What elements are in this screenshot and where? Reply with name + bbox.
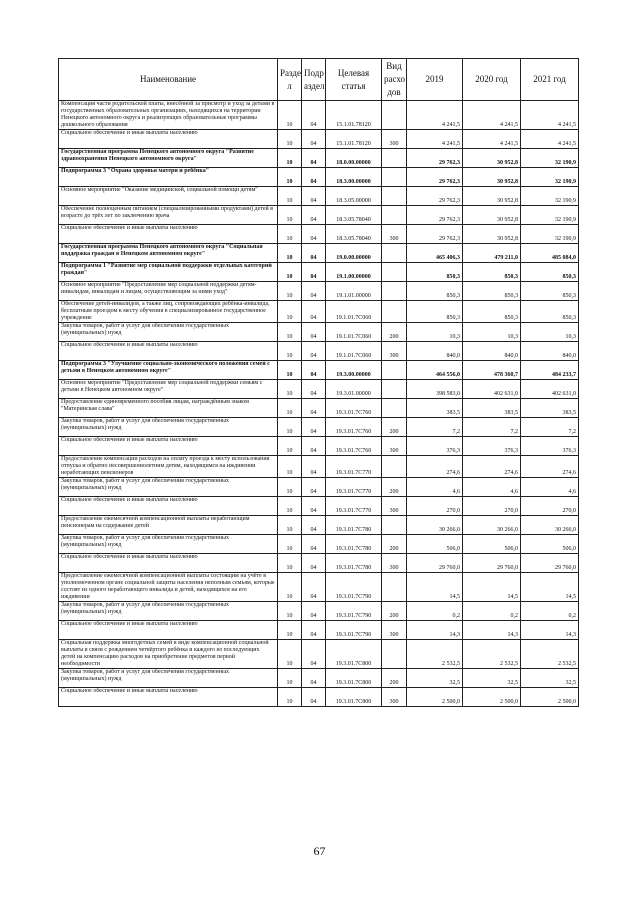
row-target: 15.1.01.78120 [326, 130, 382, 149]
row-value-2021: 32 190,9 [521, 149, 579, 168]
table-row [59, 669, 579, 688]
row-value-2020: 30 952,8 [463, 225, 521, 244]
row-value-2019: 10,3 [407, 323, 463, 342]
header-expense-type: Вид расхо дов [382, 59, 407, 101]
row-target: 19.1.01.7С060 [326, 301, 382, 323]
row-value-2021: 10,3 [521, 323, 579, 342]
row-value-2019: 2 500,0 [407, 688, 463, 707]
row-value-2019: 840,0 [407, 342, 463, 361]
header-subsection: Подр аздел [302, 59, 326, 101]
row-target: 19.1.01.7С060 [326, 323, 382, 342]
row-target: 19.3.01.7С790 [326, 602, 382, 621]
table-row [59, 130, 579, 149]
table-row [59, 380, 579, 399]
row-value-2021: 2 500,0 [521, 688, 579, 707]
row-value-2021: 7,2 [521, 418, 579, 437]
row-value-2020: 30 952,8 [463, 187, 521, 206]
table-row [59, 478, 579, 497]
row-expense-type: 300 [382, 688, 407, 707]
budget-document [58, 58, 578, 707]
row-target: 19.1.00.00000 [326, 263, 382, 282]
row-subsection: 04 [302, 554, 326, 573]
row-expense-type: 300 [382, 437, 407, 456]
row-section: 10 [278, 399, 302, 418]
row-subsection: 04 [302, 244, 326, 263]
row-value-2019: 29 762,3 [407, 149, 463, 168]
row-value-2021: 274,6 [521, 456, 579, 478]
row-name: Предоставление ежемесячной компенсационной выплаты состоящим на учёте в уполномоченном органе социальной защиты населения неполным семьям, которые состоят из одного неработающего инвалида и детей, находящихся на его иждивении [59, 573, 278, 602]
table-row [59, 225, 579, 244]
row-section: 10 [278, 380, 302, 399]
row-value-2019: 465 406,3 [407, 244, 463, 263]
row-target: 19.3.01.00000 [326, 380, 382, 399]
row-subsection: 04 [302, 130, 326, 149]
row-section: 10 [278, 602, 302, 621]
row-value-2020: 850,3 [463, 301, 521, 323]
row-section: 10 [278, 342, 302, 361]
row-name: Обеспечение детей-инвалидов, а также лиц, сопровождающих ребёнка-инвалида, бесплатным проездом к месту обучения в специализированное государственное учреждение [59, 301, 278, 323]
table-row [59, 602, 579, 621]
row-value-2021: 4 241,5 [521, 101, 579, 130]
row-subsection: 04 [302, 688, 326, 707]
row-name: Социальное обеспечение и иные выплаты населению [59, 688, 278, 707]
row-subsection: 04 [302, 301, 326, 323]
row-name: Социальное обеспечение и иные выплаты населению [59, 130, 278, 149]
row-value-2019: 398 583,0 [407, 380, 463, 399]
row-expense-type: 300 [382, 497, 407, 516]
table-row [59, 516, 579, 535]
row-name: Социальное обеспечение и иные выплаты населению [59, 621, 278, 640]
row-value-2021: 30 266,0 [521, 516, 579, 535]
row-name: Основное мероприятие "Оказание медицинской, социальной помощи детям" [59, 187, 278, 206]
row-section: 10 [278, 573, 302, 602]
row-name: Социальная поддержка многодетных семей в виде компенсационной социальной выплаты в связи с рождением четвёртого ребёнка и каждого из последующих детей на компенсацию расходов на приобретение предметов первой необходимости [59, 640, 278, 669]
row-section: 10 [278, 130, 302, 149]
row-section: 10 [278, 497, 302, 516]
row-value-2020: 270,0 [463, 497, 521, 516]
row-section: 10 [278, 516, 302, 535]
row-target: 19.1.01.7С060 [326, 342, 382, 361]
row-subsection: 04 [302, 149, 326, 168]
row-name: Государственная программа Ненецкого автономного округа "Развитие здравоохранения Ненецкого автономного округа" [59, 149, 278, 168]
row-expense-type: 300 [382, 130, 407, 149]
row-subsection: 04 [302, 640, 326, 669]
row-section: 10 [278, 418, 302, 437]
row-value-2020: 506,0 [463, 535, 521, 554]
row-target: 19.3.01.7С770 [326, 456, 382, 478]
row-expense-type [382, 380, 407, 399]
row-value-2021: 850,3 [521, 282, 579, 301]
row-expense-type [382, 149, 407, 168]
table-row [59, 282, 579, 301]
row-value-2019: 30 266,0 [407, 516, 463, 535]
row-value-2021: 4 241,5 [521, 130, 579, 149]
row-expense-type [382, 187, 407, 206]
row-value-2021: 270,0 [521, 497, 579, 516]
row-name: Предоставление компенсации расходов на оплату проезда к месту использования отпуска и обратно несовершеннолетним детям, находящимся на иждивении неработающих пенсионеров [59, 456, 278, 478]
row-name: Закупка товаров, работ и услуг для обеспечения государственных (муниципальных) нужд [59, 602, 278, 621]
row-name: Подпрограмма 1 "Развитие мер социальной поддержки отдельных категорий граждан" [59, 263, 278, 282]
row-value-2019: 29 762,3 [407, 168, 463, 187]
row-name: Социальное обеспечение и иные выплаты населению [59, 225, 278, 244]
row-subsection: 04 [302, 602, 326, 621]
row-target: 19.3.01.7С790 [326, 573, 382, 602]
row-expense-type [382, 573, 407, 602]
row-value-2019: 376,3 [407, 437, 463, 456]
row-subsection: 04 [302, 168, 326, 187]
row-value-2020: 4,6 [463, 478, 521, 497]
table-row [59, 399, 579, 418]
row-section: 10 [278, 168, 302, 187]
row-section: 10 [278, 640, 302, 669]
row-expense-type [382, 640, 407, 669]
table-row [59, 263, 579, 282]
table-row [59, 149, 579, 168]
row-subsection: 04 [302, 573, 326, 602]
row-name: Предоставление единовременного пособия лицам, награждённым знаком "Материнская слава" [59, 399, 278, 418]
table-row [59, 640, 579, 669]
table-row [59, 688, 579, 707]
row-value-2019: 7,2 [407, 418, 463, 437]
header-2020: 2020 год [463, 59, 521, 101]
table-row [59, 301, 579, 323]
row-value-2021: 850,3 [521, 263, 579, 282]
row-section: 10 [278, 554, 302, 573]
row-expense-type: 200 [382, 669, 407, 688]
header-name: Наименование [59, 59, 278, 101]
table-body [59, 101, 579, 707]
row-value-2021: 32 190,9 [521, 206, 579, 225]
row-value-2019: 274,6 [407, 456, 463, 478]
row-value-2021: 2 532,5 [521, 640, 579, 669]
page-number: 67 [313, 844, 326, 858]
header-target: Целевая статья [326, 59, 382, 101]
row-value-2020: 2 532,5 [463, 640, 521, 669]
row-expense-type [382, 206, 407, 225]
row-target: 19.3.01.7С760 [326, 399, 382, 418]
row-expense-type: 200 [382, 602, 407, 621]
row-subsection: 04 [302, 621, 326, 640]
row-value-2019: 4,6 [407, 478, 463, 497]
row-value-2020: 30 266,0 [463, 516, 521, 535]
row-expense-type: 200 [382, 478, 407, 497]
row-value-2019: 29 762,3 [407, 206, 463, 225]
row-target: 18.3.00.00000 [326, 168, 382, 187]
row-subsection: 04 [302, 187, 326, 206]
row-value-2019: 14,5 [407, 573, 463, 602]
row-name: Основное мероприятие "Предоставление мер социальной поддержки детям-инвалидам, инвалидам и лицам, осуществляющим за ними уход" [59, 282, 278, 301]
row-subsection: 04 [302, 101, 326, 130]
row-subsection: 04 [302, 361, 326, 380]
table-header-row [59, 59, 579, 101]
row-expense-type [382, 282, 407, 301]
row-value-2020: 383,5 [463, 399, 521, 418]
row-expense-type: 300 [382, 342, 407, 361]
row-value-2021: 484 233,7 [521, 361, 579, 380]
row-value-2020: 850,3 [463, 263, 521, 282]
row-expense-type [382, 244, 407, 263]
row-target: 18.3.05.78040 [326, 225, 382, 244]
row-target: 19.3.01.7С760 [326, 437, 382, 456]
row-target: 18.3.05.00000 [326, 187, 382, 206]
row-value-2019: 29 760,0 [407, 554, 463, 573]
row-value-2019: 270,0 [407, 497, 463, 516]
row-subsection: 04 [302, 456, 326, 478]
row-section: 10 [278, 263, 302, 282]
row-name: Закупка товаров, работ и услуг для обеспечения государственных (муниципальных) нужд [59, 478, 278, 497]
row-section: 10 [278, 456, 302, 478]
row-value-2020: 478 360,7 [463, 361, 521, 380]
row-subsection: 04 [302, 516, 326, 535]
row-expense-type [382, 301, 407, 323]
row-section: 10 [278, 688, 302, 707]
row-value-2021: 840,0 [521, 342, 579, 361]
table-row [59, 361, 579, 380]
row-subsection: 04 [302, 342, 326, 361]
row-value-2021: 506,0 [521, 535, 579, 554]
row-subsection: 04 [302, 669, 326, 688]
row-name: Социальное обеспечение и иные выплаты населению [59, 342, 278, 361]
table-row [59, 535, 579, 554]
table-row [59, 437, 579, 456]
row-value-2019: 29 762,3 [407, 187, 463, 206]
row-value-2019: 383,5 [407, 399, 463, 418]
row-name: Предоставление ежемесячной компенсационной выплаты неработающим пенсионерам на содержание детей [59, 516, 278, 535]
row-value-2021: 29 760,0 [521, 554, 579, 573]
row-target: 19.3.01.7С790 [326, 621, 382, 640]
row-value-2021: 0,2 [521, 602, 579, 621]
row-target: 18.3.05.78040 [326, 206, 382, 225]
row-target: 15.1.01.78120 [326, 101, 382, 130]
row-expense-type: 300 [382, 621, 407, 640]
row-value-2019: 14,3 [407, 621, 463, 640]
row-subsection: 04 [302, 399, 326, 418]
row-value-2020: 4 241,5 [463, 101, 521, 130]
row-expense-type [382, 399, 407, 418]
row-value-2019: 850,3 [407, 282, 463, 301]
row-target: 19.3.01.7С780 [326, 554, 382, 573]
row-target: 19.1.01.00000 [326, 282, 382, 301]
header-2021: 2021 год [521, 59, 579, 101]
row-value-2020: 840,0 [463, 342, 521, 361]
row-value-2019: 506,0 [407, 535, 463, 554]
row-name: Социальное обеспечение и иные выплаты населению [59, 497, 278, 516]
row-value-2019: 29 762,3 [407, 225, 463, 244]
row-expense-type: 200 [382, 323, 407, 342]
row-section: 10 [278, 323, 302, 342]
row-value-2020: 2 500,0 [463, 688, 521, 707]
table-row [59, 621, 579, 640]
row-section: 10 [278, 101, 302, 130]
row-expense-type [382, 263, 407, 282]
row-section: 10 [278, 187, 302, 206]
row-value-2020: 29 760,0 [463, 554, 521, 573]
row-expense-type [382, 361, 407, 380]
row-value-2021: 32,5 [521, 669, 579, 688]
row-expense-type [382, 101, 407, 130]
row-target: 19.0.00.00000 [326, 244, 382, 263]
row-name: Закупка товаров, работ и услуг для обеспечения государственных (муниципальных) нужд [59, 323, 278, 342]
row-value-2019: 2 532,5 [407, 640, 463, 669]
row-target: 19.3.01.7С800 [326, 640, 382, 669]
row-target: 19.3.01.7С800 [326, 688, 382, 707]
row-name: Подпрограмма 3 "Улучшение социально-экономического положения семей с детьми в Ненецком автономном округе" [59, 361, 278, 380]
row-value-2021: 850,3 [521, 301, 579, 323]
row-expense-type: 200 [382, 535, 407, 554]
row-target: 18.0.00.00000 [326, 149, 382, 168]
row-target: 19.3.00.00000 [326, 361, 382, 380]
row-expense-type [382, 516, 407, 535]
row-value-2020: 14,5 [463, 573, 521, 602]
row-section: 10 [278, 244, 302, 263]
row-section: 10 [278, 478, 302, 497]
row-subsection: 04 [302, 206, 326, 225]
row-section: 10 [278, 149, 302, 168]
table-row [59, 168, 579, 187]
row-name: Обеспечение полноценным питанием (специализированными продуктами) детей в возрасте до трёх лет по заключению врача [59, 206, 278, 225]
row-value-2020: 0,2 [463, 602, 521, 621]
row-value-2021: 383,5 [521, 399, 579, 418]
row-value-2020: 4 241,5 [463, 130, 521, 149]
table-row [59, 244, 579, 263]
row-target: 19.3.01.7С770 [326, 497, 382, 516]
row-name: Компенсация части родительской платы, внесённой за присмотр и уход за детьми в государственных образовательных организациях, находящихся на территории Ненецкого автономного округа и реализующих образовательные программы дошкольного образования [59, 101, 278, 130]
table-row [59, 497, 579, 516]
row-expense-type: 200 [382, 418, 407, 437]
table-row [59, 554, 579, 573]
row-value-2020: 7,2 [463, 418, 521, 437]
table-row [59, 206, 579, 225]
row-value-2021: 485 084,0 [521, 244, 579, 263]
row-value-2019: 32,5 [407, 669, 463, 688]
row-value-2021: 32 190,9 [521, 225, 579, 244]
row-value-2020: 402 631,0 [463, 380, 521, 399]
row-value-2020: 30 952,8 [463, 168, 521, 187]
row-subsection: 04 [302, 478, 326, 497]
row-section: 10 [278, 669, 302, 688]
row-value-2020: 10,3 [463, 323, 521, 342]
row-subsection: 04 [302, 418, 326, 437]
row-name: Подпрограмма 3 "Охрана здоровья матери и ребёнка" [59, 168, 278, 187]
row-target: 19.3.01.7С780 [326, 535, 382, 554]
table-row [59, 418, 579, 437]
row-expense-type [382, 168, 407, 187]
table-row [59, 573, 579, 602]
row-section: 10 [278, 437, 302, 456]
row-expense-type [382, 456, 407, 478]
row-expense-type: 300 [382, 554, 407, 573]
row-subsection: 04 [302, 323, 326, 342]
row-value-2021: 14,5 [521, 573, 579, 602]
row-name: Социальное обеспечение и иные выплаты населению [59, 437, 278, 456]
row-value-2020: 274,6 [463, 456, 521, 478]
table-row [59, 323, 579, 342]
row-subsection: 04 [302, 380, 326, 399]
row-subsection: 04 [302, 263, 326, 282]
row-value-2020: 479 211,0 [463, 244, 521, 263]
row-expense-type: 300 [382, 225, 407, 244]
row-section: 10 [278, 535, 302, 554]
row-subsection: 04 [302, 497, 326, 516]
row-value-2021: 32 190,9 [521, 187, 579, 206]
row-target: 19.3.01.7С760 [326, 418, 382, 437]
table-row [59, 101, 579, 130]
row-name: Основное мероприятие "Предоставление мер социальной поддержки семьям с детьми в Ненецком автономном округе" [59, 380, 278, 399]
row-subsection: 04 [302, 282, 326, 301]
row-subsection: 04 [302, 437, 326, 456]
row-value-2020: 32,5 [463, 669, 521, 688]
header-2019: 2019 [407, 59, 463, 101]
row-section: 10 [278, 361, 302, 380]
budget-table [58, 58, 579, 707]
row-value-2019: 464 556,0 [407, 361, 463, 380]
row-section: 10 [278, 225, 302, 244]
table-row [59, 456, 579, 478]
row-value-2019: 850,3 [407, 301, 463, 323]
row-value-2021: 14,3 [521, 621, 579, 640]
row-subsection: 04 [302, 535, 326, 554]
row-value-2020: 376,3 [463, 437, 521, 456]
row-value-2020: 30 952,8 [463, 149, 521, 168]
row-subsection: 04 [302, 225, 326, 244]
row-name: Социальное обеспечение и иные выплаты населению [59, 554, 278, 573]
row-value-2019: 4 241,5 [407, 130, 463, 149]
row-section: 10 [278, 206, 302, 225]
row-name: Закупка товаров, работ и услуг для обеспечения государственных (муниципальных) нужд [59, 418, 278, 437]
row-value-2021: 32 190,9 [521, 168, 579, 187]
row-target: 19.3.01.7С780 [326, 516, 382, 535]
row-value-2021: 402 631,0 [521, 380, 579, 399]
row-value-2020: 30 952,8 [463, 206, 521, 225]
row-section: 10 [278, 282, 302, 301]
table-row [59, 342, 579, 361]
row-value-2020: 850,3 [463, 282, 521, 301]
row-section: 10 [278, 301, 302, 323]
row-name: Государственная программа Ненецкого автономного округа "Социальная поддержка граждан в Ненецком автономном округе" [59, 244, 278, 263]
row-value-2019: 4 241,5 [407, 101, 463, 130]
header-section: Разде л [278, 59, 302, 101]
table-row [59, 187, 579, 206]
row-section: 10 [278, 621, 302, 640]
row-value-2019: 850,3 [407, 263, 463, 282]
row-value-2021: 4,6 [521, 478, 579, 497]
row-name: Закупка товаров, работ и услуг для обеспечения государственных (муниципальных) нужд [59, 535, 278, 554]
row-value-2019: 0,2 [407, 602, 463, 621]
row-value-2020: 14,3 [463, 621, 521, 640]
row-target: 19.3.01.7С770 [326, 478, 382, 497]
row-value-2021: 376,3 [521, 437, 579, 456]
row-target: 19.3.01.7С800 [326, 669, 382, 688]
row-name: Закупка товаров, работ и услуг для обеспечения государственных (муниципальных) нужд [59, 669, 278, 688]
